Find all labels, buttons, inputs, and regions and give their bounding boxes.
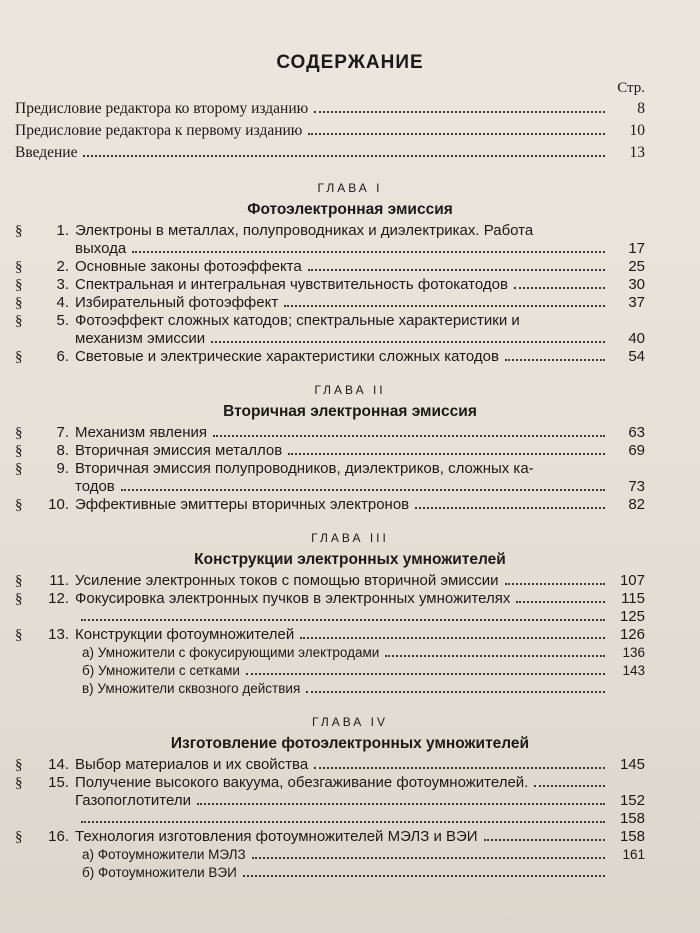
toc-item-continuation [75,240,645,258]
leader-dots [243,875,605,877]
toc-entry-text: Основные законы фотоэффекта [75,258,302,275]
leader-dots [211,341,605,343]
section-number: 7. [56,424,69,441]
toc-entry-text: Фокусировка электронных пучков в электронных умножителях [75,590,511,607]
toc-entry-text: Предисловие редактора к первому изданию [15,122,303,139]
toc-subitem [82,662,645,680]
section-sign: § [15,223,23,239]
toc-page-number: 152 [619,792,645,809]
toc-item [15,348,645,366]
leader-dots [81,821,605,823]
toc-item [15,496,645,514]
toc-entry-text: Технология изготовления фотоумножителей МЭЛЗ и ВЭИ [75,828,478,845]
chapter-label: ГЛАВА I [317,181,383,195]
section-sign: § [15,277,23,293]
leader-dots [246,673,605,675]
toc-entry-text: Механизм явления [75,424,207,441]
toc-entry-text: Вторичная эмиссия металлов [75,442,283,459]
leader-dots [514,287,605,289]
toc-item [15,294,645,312]
section-number: 15. [48,774,69,791]
toc-item [15,460,645,478]
leader-dots [505,583,605,585]
toc-entry-text: Получение высокого вакуума, обезгаживание фотоумножителей. [75,774,529,791]
toc-page-number: 161 [622,847,645,862]
section-number: 4. [56,294,69,311]
leader-dots [121,489,605,491]
toc-entry-text: Спектральная и интегральная чувствительность фотокатодов [75,276,508,293]
chapter-spacer [0,366,700,380]
toc-row-introduction [15,142,645,164]
toc-page-number: 158 [619,828,645,845]
toc-page-number: 54 [628,348,645,365]
toc-page-number: 17 [628,240,645,257]
section-sign: § [15,627,23,643]
toc-entry-text: Усиление электронных токов с помощью вторичной эмиссии [75,572,499,589]
toc-page-number: 69 [628,442,645,459]
toc-entry-text: Фотоэффект сложных катодов; спектральные характеристики и [75,312,520,329]
leader-dots [132,251,605,253]
leader-dots [252,857,605,859]
section-sign: § [15,757,23,773]
table-of-contents [0,98,700,882]
toc-entry-text: Избирательный фотоэффект [75,294,279,311]
leader-dots [484,839,605,841]
section-number: 1. [56,222,69,239]
toc-item [15,590,645,608]
section-number: 5. [56,312,69,329]
section-sign: § [15,775,23,791]
section-sign: § [15,573,23,589]
toc-page-number: 37 [628,294,645,311]
toc-item-continuation [75,330,645,348]
leader-dots [83,155,605,157]
toc-item [15,258,645,276]
leader-dots [300,637,605,639]
section-sign: § [15,349,23,365]
toc-item [15,222,645,240]
toc-entry-text: Предисловие редактора ко второму изданию [15,100,309,117]
leader-dots [308,133,605,135]
section-number: 16. [48,828,69,845]
section-sign: § [15,443,23,459]
toc-row-preface-1 [15,120,645,142]
leader-dots [385,655,605,657]
toc-subitem [82,644,645,662]
toc-item [15,424,645,442]
section-sign: § [15,295,23,311]
toc-entry-text: б) Умножители с сетками [82,663,240,678]
toc-page-number: 25 [628,258,645,275]
chapter-title: Изготовление фотоэлектронных умножителей [170,735,530,752]
section-number: 13. [48,626,69,643]
leader-dots [306,691,605,693]
toc-item [15,572,645,590]
chapter-spacer [0,164,700,178]
section-sign: § [15,313,23,329]
toc-entry-text: Выбор материалов и их свойства [75,756,309,773]
leader-dots [415,507,605,509]
toc-entry-text: Введение [15,144,78,161]
section-number: 2. [56,258,69,275]
toc-page-number: 10 [629,122,645,139]
chapter-title: Конструкции электронных умножителей [194,551,506,568]
toc-page-number: 136 [622,645,645,660]
leader-dots [288,453,605,455]
toc-page-number: 158 [619,810,645,827]
leader-dots [308,269,605,271]
toc-page-number: 107 [619,572,645,589]
leader-dots [505,359,605,361]
section-number: 9. [56,460,69,477]
toc-page-number: 143 [622,663,645,678]
toc-page-number: 73 [628,478,645,495]
section-number: 10. [48,496,69,513]
chapter-label: ГЛАВА IV [312,715,388,729]
toc-item [15,774,645,792]
toc-row-preface-2 [15,98,645,120]
leader-dots [197,803,605,805]
page-title: СОДЕРЖАНИЕ [276,52,424,73]
toc-item [15,276,645,294]
section-sign: § [15,591,23,607]
toc-subitem [82,846,645,864]
toc-entry-text: Эффективные эмиттеры вторичных электронов [75,496,410,513]
leader-dots [314,111,605,113]
toc-entry-text: в) Умножители сквозного действия [82,681,301,696]
toc-entry-text: Конструкции фотоумножителей [75,626,295,643]
toc-page-number: 82 [628,496,645,513]
toc-entry-text: а) Умножители с фокусирующими электродами [82,645,380,660]
toc-entry-text: Газопоглотители [75,792,191,809]
toc-item [15,608,645,626]
toc-page-number: 125 [619,608,645,625]
section-sign: § [15,497,23,513]
section-sign: § [15,259,23,275]
leader-dots [213,435,605,437]
toc-entry-text: механизм эмиссии [75,330,206,347]
section-sign: § [15,425,23,441]
chapter-spacer [0,514,700,528]
chapter-label: ГЛАВА III [311,531,389,545]
toc-page-number: 13 [629,144,645,161]
toc-item-continuation [75,478,645,496]
section-number: 8. [56,442,69,459]
toc-entry-text: Вторичная эмиссия полупроводников, диэлектриков, сложных ка- [75,460,534,477]
toc-item [15,828,645,846]
toc-entry-text: Световые и электрические характеристики сложных катодов [75,348,499,365]
toc-entry-text: а) Фотоумножители МЭЛЗ [82,847,246,862]
toc-item [15,756,645,774]
toc-item [15,312,645,330]
section-number: 3. [56,276,69,293]
toc-continuation [75,810,645,828]
toc-page-number: 8 [637,100,645,117]
chapter-title: Фотоэлектронная эмиссия [247,201,453,218]
leader-dots [534,785,605,787]
leader-dots [314,767,605,769]
toc-entry-text: Электроны в металлах, полупроводниках и диэлектриках. Работа [75,222,534,239]
toc-item [15,442,645,460]
section-number: 12. [48,590,69,607]
section-number: 11. [49,572,69,589]
toc-entry-text: выхода [75,240,127,257]
toc-page-number: 40 [628,330,645,347]
section-number: 14. [48,756,69,773]
leader-dots [284,305,605,307]
chapter-spacer [0,698,700,712]
toc-page-number: 30 [628,276,645,293]
toc-page-number: 145 [619,756,645,773]
leader-dots [516,601,605,603]
toc-item [15,626,645,644]
toc-page-number: 126 [619,626,645,643]
toc-entry-text: б) Фотоумножители ВЭИ [82,865,237,880]
toc-page-number: 115 [621,590,645,607]
leader-dots [81,619,605,621]
chapter-label: ГЛАВА II [314,383,386,397]
chapter-title: Вторичная электронная эмиссия [223,403,477,420]
section-number: 6. [56,348,69,365]
toc-continuation [75,792,645,810]
section-sign: § [15,829,23,845]
toc-page-number: 63 [628,424,645,441]
section-sign: § [15,461,23,477]
toc-subitem [82,864,645,882]
toc-subitem [82,680,645,698]
toc-entry-text: тодов [75,478,115,495]
chapters-container [0,164,700,882]
page-column-header: Стр. [617,80,645,96]
